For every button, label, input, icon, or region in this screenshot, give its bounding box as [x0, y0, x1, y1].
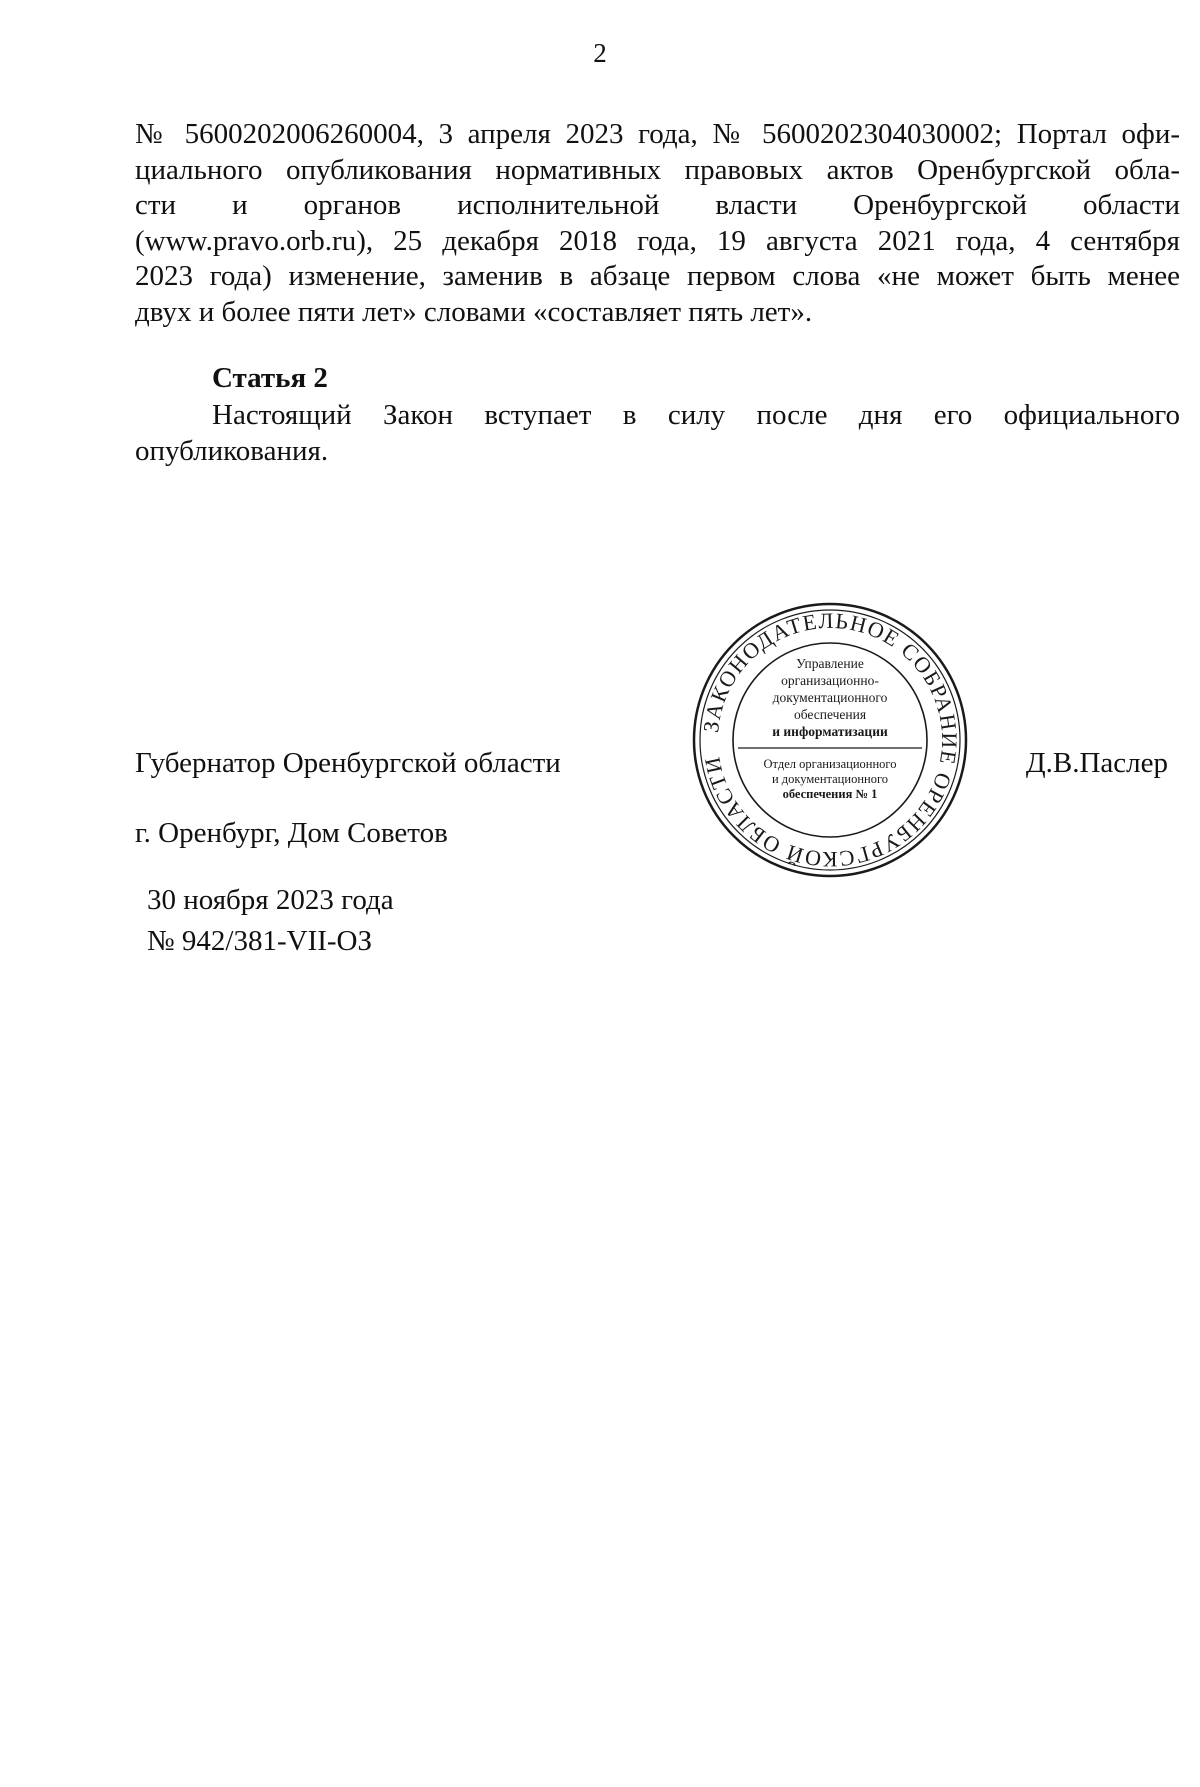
article-heading: Статья 2	[212, 362, 328, 394]
article-line: опубликования.	[135, 435, 329, 467]
signing-date: 30 ноября 2023 года	[147, 884, 394, 916]
page-number: 2	[593, 38, 607, 68]
seal-sub-line: и документационного	[771, 772, 889, 786]
signatory-title: Губернатор Оренбургской области	[135, 747, 561, 779]
signatory-name: Д.В.Паслер	[1025, 747, 1168, 779]
law-number: № 942/381-VII-ОЗ	[147, 925, 373, 957]
seal-ring-text: ЗАКОНОДАТЕЛЬНОЕ СОБРАНИЕ ОРЕНБУРГСКОЙ ОБЛАСТИ	[698, 607, 963, 873]
paragraph-line: сти и органов исполнительной власти Оренбургской области	[135, 189, 1180, 222]
seal-sub-line: обеспечения № 1	[782, 787, 878, 801]
seal-inner-line: обеспечения	[793, 707, 867, 722]
article-line: Настоящий Закон вступает в силу после дня его официального	[212, 399, 1180, 431]
seal-inner-line: и информатизации	[772, 724, 888, 739]
signing-place: г. Оренбург, Дом Советов	[135, 817, 448, 849]
seal-sub-line: Отдел организационного	[763, 757, 897, 771]
article-body	[135, 397, 1180, 469]
seal-inner-line: документационного	[772, 690, 888, 705]
paragraph-line: циального опубликования нормативных правовых актов Оренбургской обла-	[135, 153, 1180, 186]
paragraph-line: 2023 года) изменение, заменив в абзаце первом слова «не может быть менее	[135, 260, 1180, 293]
seal-inner-line: организационно-	[781, 673, 879, 688]
paragraph-line: (www.pravo.orb.ru), 25 декабря 2018 года, 19 августа 2021 года, 4 сентября	[135, 224, 1180, 257]
paragraph-line: № 5600202006260004, 3 апреля 2023 года, № 5600202304030002; Портал офи-	[135, 118, 1180, 150]
seal-inner-line: Управление	[796, 656, 864, 671]
official-seal	[690, 600, 970, 880]
seal-graphic	[690, 600, 970, 880]
paragraph-line: двух и более пяти лет» словами «составляет пять лет».	[135, 295, 813, 328]
paragraph-amendment	[135, 117, 1180, 331]
